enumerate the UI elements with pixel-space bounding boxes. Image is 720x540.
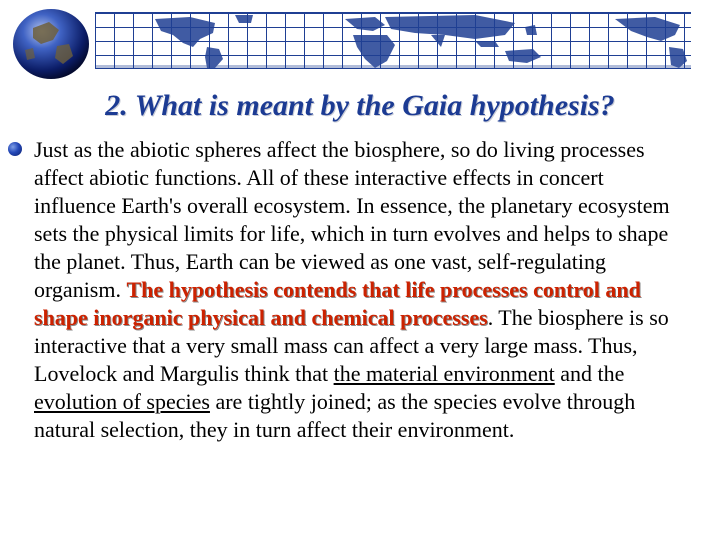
world-map-graphic — [95, 13, 691, 68]
page-title: 2. What is meant by the Gaia hypothesis? — [105, 89, 615, 122]
underlined-material-environment: the material environment — [333, 361, 555, 386]
paragraph-text-intro: Just as the abiotic spheres affect the biosphere, so do living processes affect abiotic functions. All of these interactive effects in concert influence Earth's overall ecosystem. In essence, the planetary ecosystem sets the physical limits for life, which in turn evolves and helps to shape the planet. Thus, Earth can be viewed as one vast, self-regulating organism. — [34, 137, 670, 302]
world-map-banner — [95, 12, 691, 69]
paragraph-text-and: and the — [554, 361, 625, 386]
paragraph-text-middle: . The biosphere is so interactive that a very small mass can affect a very large mass. Thus, Lovelock and Margulis think that — [34, 305, 669, 386]
globe-graphic — [3, 4, 97, 80]
header-banner — [0, 0, 720, 78]
globe-icon — [3, 4, 97, 80]
underlined-evolution-of-species: evolution of species — [34, 389, 210, 414]
body-paragraph — [34, 136, 674, 444]
bullet-icon — [8, 142, 22, 156]
paragraph-text-end: are tightly joined; as the species evolve through natural selection, they in turn affect their environment. — [34, 389, 636, 442]
emphasized-hypothesis: The hypothesis contends that life processes control and shape inorganic physical and chemical processes — [34, 277, 641, 330]
